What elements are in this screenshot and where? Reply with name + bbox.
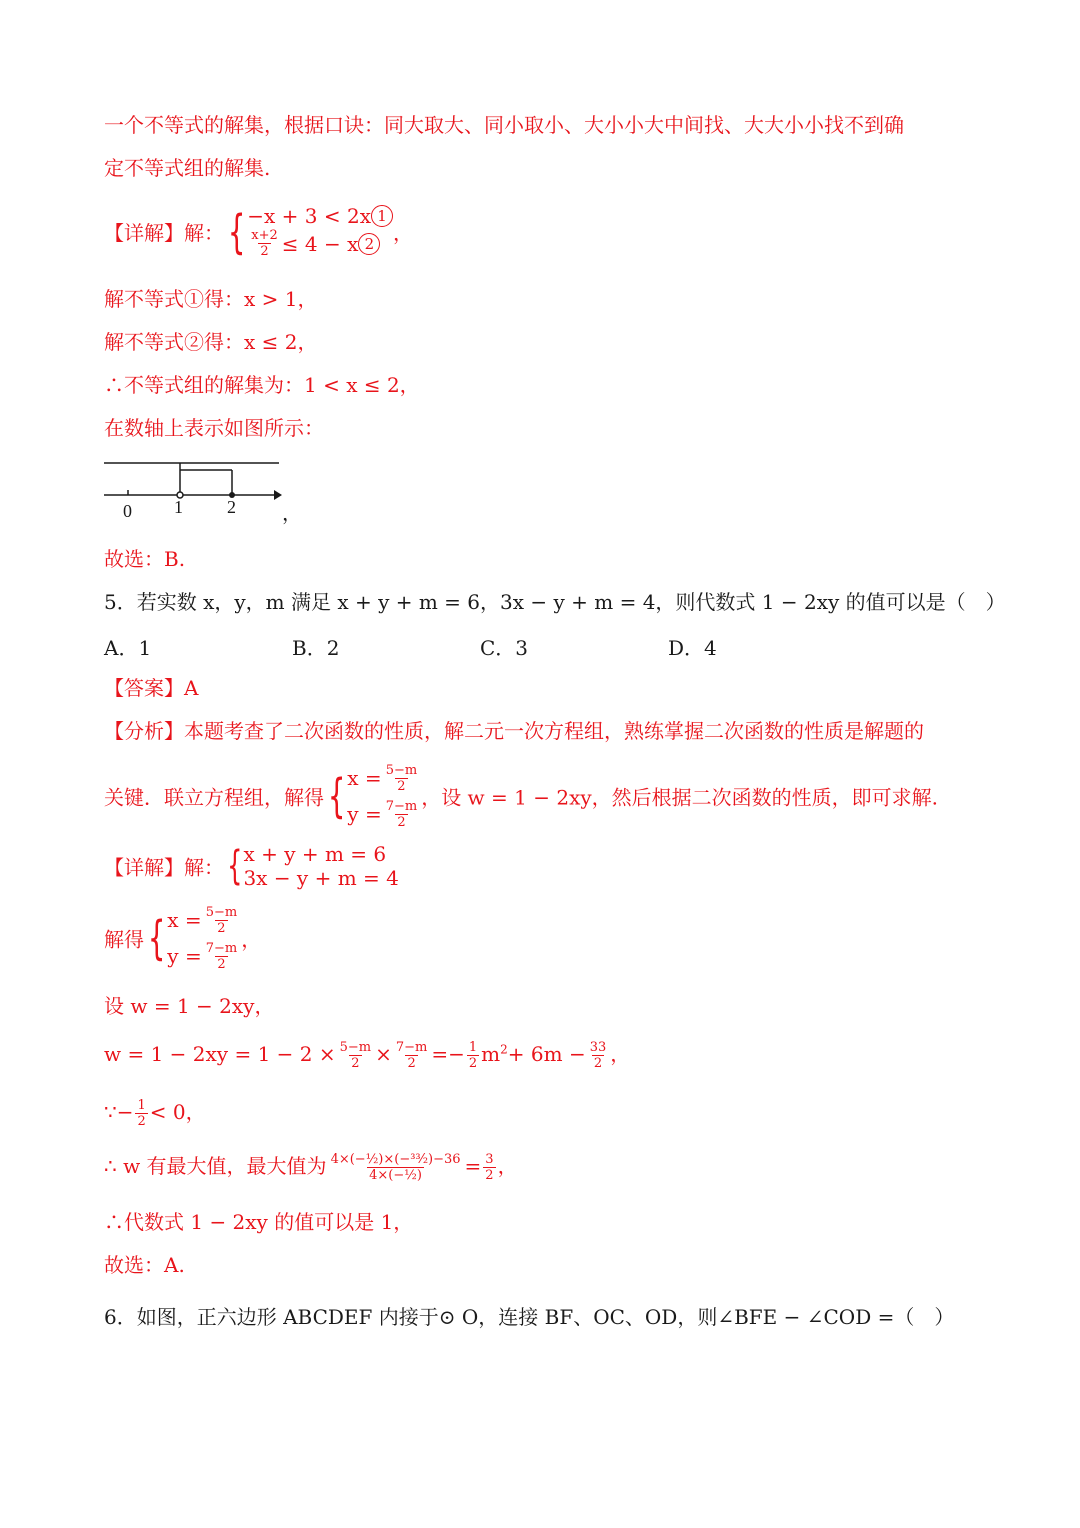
q5-choice: 故选：A. [104, 1253, 185, 1277]
inequality-2-numerator: x+2 [251, 228, 278, 243]
max-equals: = [464, 1154, 482, 1178]
circled-mark-1: 1 [371, 205, 393, 227]
max-comma: ， [497, 1154, 518, 1178]
analysis-tag: 【分析】 [104, 719, 184, 743]
axis-label-0: 0 [123, 501, 132, 521]
axis-arrow-icon [274, 490, 282, 500]
sol-x-denominator: 2 [397, 778, 406, 794]
left-brace: { [227, 204, 246, 259]
q5-analysis-line-1 [104, 718, 924, 744]
q5-stem: 5．若实数 x，y，m 满足 x + y + m = 6，3x − y + m = 4，则代数式 1 − 2xy 的值可以是（ ） [104, 590, 1006, 614]
max-value-denominator: 2 [485, 1168, 494, 1183]
w-expr-start: w = 1 − 2xy = 1 − 2 × [104, 1042, 336, 1066]
w-frac2-denominator: 2 [407, 1056, 416, 1071]
step-2: 解不等式②得：x ≤ 2， [104, 330, 318, 354]
inequality-1: −x + 3 < 2x [247, 204, 371, 228]
w-33-numerator: 33 [589, 1040, 607, 1055]
q5-option-d: D．4 [668, 636, 717, 660]
solution-system-2 [167, 902, 241, 974]
because-numerator: 1 [137, 1098, 146, 1113]
step-1: 解不等式①得：x > 1， [104, 287, 318, 311]
sol-x-numerator: 5−m [205, 904, 238, 920]
q4-detail-system [104, 204, 413, 259]
q5-option-b: B．2 [292, 636, 340, 660]
q5-answer: 【答案】A [104, 676, 199, 700]
inequality-2-rest: ≤ 4 − x [281, 231, 359, 256]
w-equals: =− [431, 1042, 465, 1066]
left-brace: { [327, 769, 346, 823]
w-expression [104, 1038, 630, 1071]
q5-option-a: A．1 [104, 636, 152, 660]
sol-y-numerator: 7−m [385, 798, 418, 814]
w-times: × [375, 1042, 392, 1066]
equation-1: x + y + m = 6 [243, 842, 387, 866]
axis-label-2: 2 [227, 497, 236, 517]
because-line [104, 1096, 206, 1129]
analysis-line2-start: 关键．联立方程组，解得 [104, 785, 324, 810]
w-frac1-denominator: 2 [351, 1056, 360, 1071]
equation-2: 3x − y + m = 4 [243, 866, 399, 890]
detail-tag: 【详解】解： [104, 221, 224, 245]
number-line-figure [104, 455, 304, 525]
left-brace: { [227, 843, 243, 889]
inequality-system [247, 204, 393, 259]
because-denominator: 2 [137, 1114, 146, 1129]
max-value-numerator: 3 [485, 1152, 494, 1167]
sol-y-numerator: 7−m [205, 940, 238, 956]
w-m: m [481, 1042, 501, 1066]
q5-option-c: C．3 [480, 636, 529, 660]
sol-y-label: y = [347, 802, 382, 826]
solve-label: 解得 [104, 927, 144, 952]
w-plus: + 6m − [507, 1042, 586, 1066]
analysis-line2-end: ，设 w = 1 − 2xy，然后根据二次函数的性质，即可求解. [421, 785, 939, 810]
w-half-numerator: 1 [468, 1040, 478, 1055]
w-comma: ， [610, 1042, 631, 1066]
detail-tag: 【详解】解： [104, 855, 224, 880]
w-half-denominator: 2 [468, 1056, 478, 1071]
set-w: 设 w = 1 − 2xy， [104, 994, 275, 1018]
analysis-text: 本题考查了二次函数的性质，解二元一次方程组，熟练掌握二次函数的性质是解题的 [184, 719, 924, 743]
w-square: 2 [500, 1042, 508, 1057]
axis-comma: ， [282, 501, 302, 525]
w-frac2-numerator: 7−m [395, 1040, 428, 1055]
q4-choice: 故选：B. [104, 547, 186, 571]
max-numerator: 4×(−½)×(−³³⁄₂)−36 [330, 1152, 461, 1167]
sol-x-numerator: 5−m [385, 762, 418, 778]
q6-stem: 6．如图，正六边形 ABCDEF 内接于⊙ O，连接 BF、OC、OD，则∠BFE − ∠COD =（ ） [104, 1305, 955, 1329]
because-sign: ∵− [104, 1100, 134, 1124]
sol-y-label: y = [167, 944, 202, 968]
sol-y-denominator: 2 [217, 956, 226, 972]
sol-x-label: x = [347, 766, 382, 790]
analysis-line-2: 定不等式组的解集. [104, 156, 271, 180]
q5-detail-system [104, 842, 399, 890]
analysis-line-1: 一个不等式的解集，根据口诀：同大取大、同小取小、大小小大中间找、大大小小找不到确 [104, 113, 904, 137]
left-brace: { [147, 911, 166, 965]
system-comma: ， [393, 221, 413, 245]
because-rest: < 0， [149, 1100, 206, 1124]
circled-mark-2: 2 [358, 233, 380, 255]
solve-comma: ， [241, 927, 262, 952]
sol-x-denominator: 2 [217, 920, 226, 936]
w-frac1-numerator: 5−m [339, 1040, 372, 1055]
step-3: ∴不等式组的解集为：1 < x ≤ 2， [104, 373, 420, 397]
q5-solve-line [104, 902, 261, 974]
inequality-2-denominator: 2 [260, 244, 269, 259]
q5-analysis-line-2 [104, 760, 938, 832]
max-line [104, 1150, 518, 1183]
sol-x-label: x = [167, 908, 202, 932]
step-4: 在数轴上表示如图所示： [104, 416, 324, 440]
conclude: ∴代数式 1 − 2xy 的值可以是 1， [104, 1210, 414, 1234]
max-denominator: 4×(−½) [369, 1168, 422, 1183]
equation-system [243, 842, 398, 890]
sol-y-denominator: 2 [397, 814, 406, 830]
solution-system [347, 760, 421, 832]
axis-label-1: 1 [174, 497, 183, 517]
max-text: ∴ w 有最大值，最大值为 [104, 1154, 327, 1178]
w-33-denominator: 2 [593, 1056, 603, 1071]
